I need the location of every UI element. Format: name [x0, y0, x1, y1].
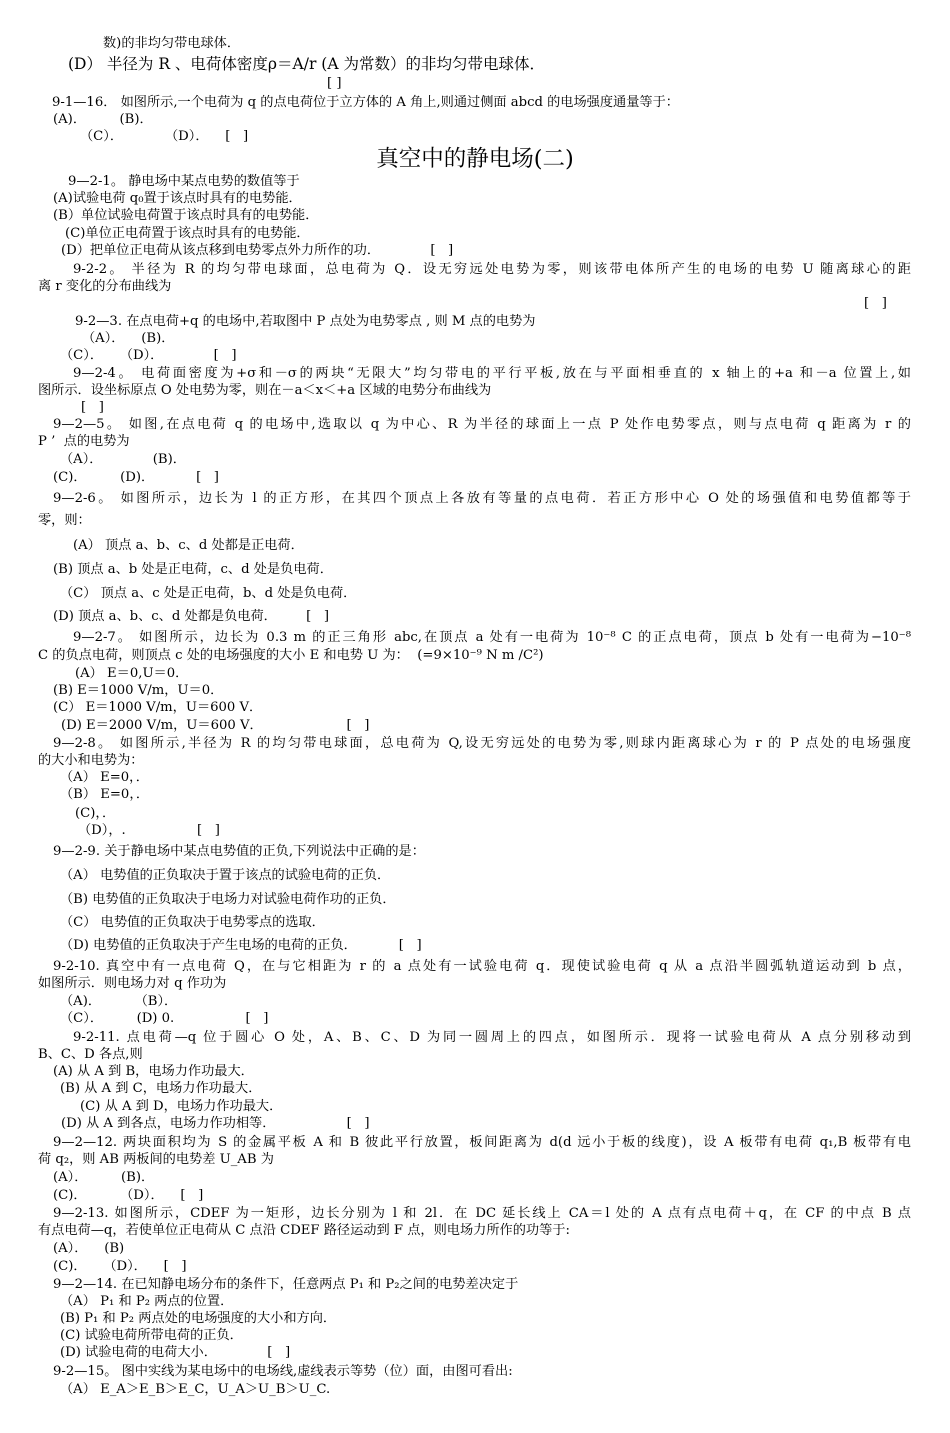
- text-line: (A) 从 A 到 B，电场力作功最大．: [53, 1064, 254, 1079]
- text-line: 9—2—5。 如图,在点电荷 q 的电场中,选取以 q 为中心、R 为半径的球面上一点 P 处作电势零点，则与点电荷 q 距离为 r 的: [53, 417, 911, 432]
- section-title: 真空中的静电场(二): [376, 146, 574, 172]
- text-line: （D) 电势值的正负取决于产生电场的电荷的正负． [ ]: [60, 938, 422, 953]
- text-line: (B) E＝1000 V/m，U＝0．: [53, 683, 224, 698]
- text-line: （B） E=0，．: [60, 787, 150, 802]
- text-line: (B) P₁ 和 P₂ 两点处的电场强度的大小和方向．: [60, 1311, 337, 1326]
- text-line: 9—2-9. 关于静电场中某点电势值的正负,下列说法中正确的是：: [53, 844, 425, 859]
- text-line: 9-2-2。 半径为 R 的均匀带电球面，总电荷为 Q．设无穷远处电势为零，则该带电体所产生的电场的电势 U 随离球心的距: [73, 262, 911, 277]
- text-line: （C）． (D) 0. [ ]: [60, 1011, 269, 1026]
- text-line: （A)． （B）．: [60, 994, 178, 1009]
- text-line: [ ]: [81, 400, 104, 415]
- text-line: （D），. [ ]: [78, 823, 220, 838]
- text-line: (C)单位正电荷置于该点时具有的电势能．: [65, 226, 310, 241]
- text-line: 图所示．设坐标原点 O 处电势为零，则在－a＜x＜+a 区域的电势分布曲线为: [38, 383, 492, 398]
- text-line: 9—2-7。 如图所示，边长为 0.3 m 的正三角形 abc,在顶点 a 处有一电荷为 10⁻⁸ C 的正点电荷，顶点 b 处有一电荷为−10⁻⁸: [73, 630, 911, 645]
- text-line: （A） P₁ 和 P₂ 两点的位置．: [60, 1294, 234, 1309]
- text-line: 有点电荷—q，若使单位正电荷从 C 点沿 CDEF 路径运动到 F 点，则电场力所作的功等于:: [38, 1223, 570, 1238]
- text-line: (B) 从 A 到 C，电场力作功最大．: [60, 1081, 262, 1096]
- text-line: [ ]: [327, 76, 342, 91]
- text-line: (D) 试验电荷的电荷大小． [ ]: [60, 1345, 291, 1360]
- text-line: (A）． (B)．: [53, 1170, 155, 1185]
- text-line: 离 r 变化的分布曲线为: [38, 279, 172, 294]
- text-line: [ ]: [864, 296, 887, 311]
- text-line: (A） E＝0,U＝0．: [75, 666, 189, 681]
- text-line: (A)试验电荷 q₀置于该点时具有的电势能．: [53, 191, 302, 206]
- text-line: （C） 顶点 a、c 处是正电荷，b、d 处是负电荷．: [60, 586, 357, 601]
- text-line: 9-1—16． 如图所示,一个电荷为 q 的点电荷位于立方体的 A 角上,则通过侧面 abcd 的电场强度通量等于：: [52, 95, 679, 110]
- text-line: 9-2-10. 真空中有一点电荷 Q，在与它相距为 r 的 a 点处有一试验电荷 q．现使试验电荷 q 从 a 点沿半圆弧轨道运动到 b 点，: [53, 959, 911, 974]
- text-line: (C)，．: [75, 806, 116, 821]
- text-line: C 的负点电荷，则顶点 c 处的电场强度的大小 E 和电势 U 为： (=9×10⁻⁹ N m /C²): [38, 648, 544, 663]
- text-line: 9-2—15。 图中实线为某电场中的电场线,虚线表示等势（位）面，由图可看出:: [53, 1364, 513, 1379]
- text-line: (C） E＝1000 V/m，U＝600 V．: [53, 700, 263, 715]
- text-line: (D) E＝2000 V/m，U＝600 V． [ ]: [61, 718, 370, 733]
- text-line: (C)． （D）． [ ]: [53, 1259, 187, 1274]
- text-line: (A)． (B)．: [53, 112, 153, 127]
- text-line: (A）． (B): [53, 1241, 125, 1256]
- text-line: （C）． （D）． [ ]: [80, 129, 249, 144]
- text-line: (B) 顶点 a、b 处是正电荷，c、d 处是负电荷．: [53, 562, 333, 577]
- text-line: （A） E_A＞E_B＞E_C，U_A＞U_B＞U_C.: [60, 1382, 331, 1397]
- text-line: 9—2-4。 电荷面密度为+σ和－σ的两块“无限大”均匀带电的平行平板,放在与平面相垂直的 x 轴上的+a 和－a 位置上,如: [73, 366, 911, 381]
- text-line: 9—2—14. 在已知静电场分布的条件下，任意两点 P₁ 和 P₂之间的电势差决定于: [53, 1277, 519, 1292]
- text-line: (C)． (D)． [ ]: [53, 470, 219, 485]
- text-line: （B) 电势值的正负取决于电场力对试验电荷作功的正负．: [60, 892, 396, 907]
- text-line: (D）把单位正电荷从该点移到电势零点外力所作的功． [ ]: [61, 243, 454, 258]
- text-line: (C)． （D）． [ ]: [53, 1188, 204, 1203]
- text-line: 9-2—3. 在点电荷+q 的电场中,若取图中 P 点处为电势零点 , 则 M 点的电势为: [75, 314, 536, 329]
- text-line: 如图所示．则电场力对 q 作功为: [38, 976, 227, 991]
- text-line: (A） 顶点 a、b、c、d 处都是正电荷．: [73, 538, 304, 553]
- text-line: 9—2-8。 如图所示,半径为 R 的均匀带电球面，总电荷为 Q,设无穷远处的电势为零,则球内距离球心为 r 的 P 点处的电场强度: [53, 736, 911, 751]
- text-line: (D) 顶点 a、b、c、d 处都是负电荷． [ ]: [53, 609, 330, 624]
- text-line: 9—2-6。 如图所示，边长为 l 的正方形，在其四个顶点上各放有等量的点电荷．若正方形中心 O 处的场强值和电势值都等于: [53, 491, 911, 506]
- text-line: P ’ 点的电势为: [38, 434, 130, 449]
- text-line: (B）单位试验电荷置于该点时具有的电势能．: [53, 208, 319, 223]
- text-line: （A） E=0，．: [60, 770, 149, 785]
- text-line: （C） 电势值的正负取决于电势零点的选取．: [60, 915, 325, 930]
- text-line: 9-2-11. 点电荷—q 位于圆心 O 处，A、B、C、D 为同一圆周上的四点，如图所示．现将一试验电荷从 A 点分别移动到: [73, 1030, 911, 1045]
- text-line: 9—2-1。 静电场中某点电势的数值等于: [68, 174, 300, 189]
- text-line: （A）． (B)．: [60, 452, 186, 467]
- text-line: （A）． (B)．: [82, 331, 175, 346]
- text-line: 数)的非均匀带电球体．: [103, 36, 241, 51]
- text-line: （A） 电势值的正负取决于置于该点的试验电荷的正负．: [60, 868, 391, 883]
- text-line: (C) 试验电荷所带电荷的正负．: [60, 1328, 243, 1343]
- text-line: 荷 q₂，则 AB 两板间的电势差 U_AB 为: [38, 1152, 274, 1167]
- text-line: 9—2-13. 如图所示，CDEF 为一矩形，边长分别为 l 和 2l．在 DC 延长线上 CA＝l 处的 A 点有点电荷＋q，在 CF 的中点 B 点: [53, 1206, 911, 1221]
- text-line: (D） 半径为 R 、电荷体密度ρ＝A/r (A 为常数）的非均匀带电球体．: [68, 55, 545, 73]
- text-line: 9—2—12. 两块面积均为 S 的金属平板 A 和 B 彼此平行放置，板间距离为 d(d 远小于板的线度)，设 A 板带有电荷 q₁,B 板带有电: [53, 1135, 911, 1150]
- text-line: B、C、D 各点,则: [38, 1047, 143, 1062]
- text-line: 零，则：: [38, 513, 91, 528]
- text-line: (C) 从 A 到 D，电场力作功最大．: [80, 1099, 283, 1114]
- text-line: 的大小和电势为：: [38, 753, 144, 768]
- text-line: (D) 从 A 到各点，电场力作功相等． [ ]: [61, 1116, 370, 1131]
- text-line: （C）． （D）． [ ]: [60, 348, 237, 363]
